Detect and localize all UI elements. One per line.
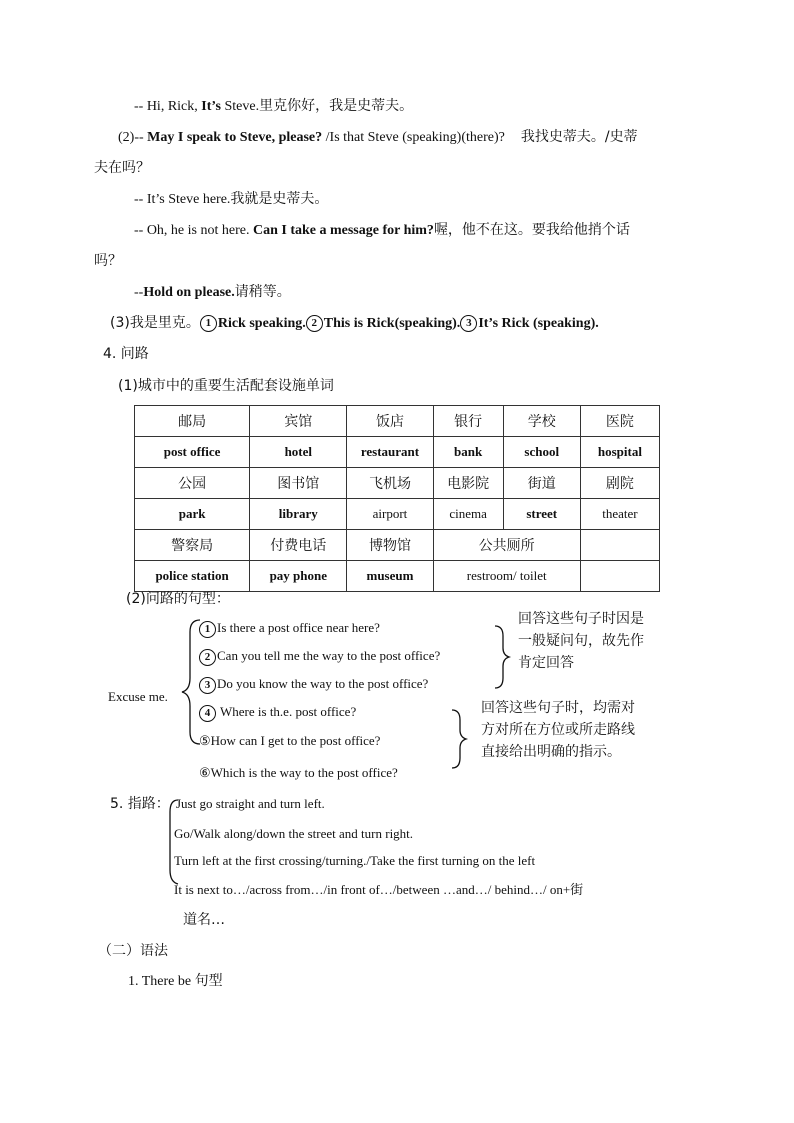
text: /Is that Steve (speaking)(there)? xyxy=(322,130,505,145)
text: Steve. xyxy=(220,99,260,114)
table-cell: 飞机场 xyxy=(347,468,433,499)
text-bold: May I speak to Steve, please? xyxy=(147,130,323,145)
circled-number: 2 xyxy=(306,315,323,332)
direction-line-3: Turn left at the first crossing/turning./Take the first turning on the left xyxy=(174,853,536,868)
table-cell: 医院 xyxy=(580,406,659,437)
text-bold: Rick speaking. xyxy=(217,316,306,331)
text-cn: 我就是史蒂夫。 xyxy=(230,191,329,207)
text: -- Oh, he is not here. xyxy=(134,223,253,238)
text-bold: It’s Rick (speaking). xyxy=(478,316,599,331)
table-cell: school xyxy=(503,437,580,468)
text: Can you tell me the way to the post office? xyxy=(217,648,441,663)
text-cn: 我找史蒂夫。/史蒂 xyxy=(520,129,638,145)
text: -- It’s Steve here. xyxy=(134,192,231,207)
text-cn: 喔，他不在这。要我给他捎个话 xyxy=(433,222,630,238)
section-title-grammar: （二）语法 xyxy=(98,943,168,959)
question-3 xyxy=(199,675,428,694)
table-cell: museum xyxy=(347,561,433,592)
circled-number: 2 xyxy=(199,649,216,666)
table-cell: police station xyxy=(135,561,250,592)
table-cell: 宾馆 xyxy=(250,406,347,437)
table-cell: bank xyxy=(433,437,503,468)
direction-line-2: Go/Walk along/down the street and turn right. xyxy=(174,826,414,841)
note-directions: 回答这些句子时，均需对方对所在方位或所走路线直接给出明确的指示。 xyxy=(481,700,635,760)
table-cell: 付费电话 xyxy=(250,530,347,561)
question-6: ⑥Which is the way to the post office? xyxy=(199,765,398,780)
text-cn: (3)我是里克。 xyxy=(110,315,200,331)
text: Do you know the way to the post office? xyxy=(217,676,429,691)
table-cell: post office xyxy=(135,437,250,468)
table-cell: 街道 xyxy=(503,468,580,499)
direction-line-4: It is next to…/across from…/in front of…/between …and…/ behind…/ on+街 xyxy=(174,882,584,897)
question-4 xyxy=(199,703,356,722)
table-cell: airport xyxy=(347,499,433,530)
circled-number: 3 xyxy=(460,315,477,332)
direction-line-4-cont: 道名… xyxy=(183,912,225,928)
table-cell: street xyxy=(503,499,580,530)
table-cell: 饭店 xyxy=(347,406,433,437)
section-title-give-directions: 5. 指路： xyxy=(110,796,170,812)
table-cell: 公园 xyxy=(135,468,250,499)
text-bold: It’s xyxy=(201,99,221,114)
grammar-item-1: 1. There be 句型 xyxy=(128,974,223,989)
table-cell: 学校 xyxy=(503,406,580,437)
table-cell: 警察局 xyxy=(135,530,250,561)
text: (2)-- xyxy=(118,130,148,145)
subsection-ask-patterns: (2)问路的句型： xyxy=(126,591,230,607)
table-cell: 图书馆 xyxy=(250,468,347,499)
direction-line-1: Just go straight and turn left. xyxy=(176,796,325,811)
table-cell: park xyxy=(135,499,250,530)
table-cell: pay phone xyxy=(250,561,347,592)
question-2 xyxy=(199,647,440,666)
table-cell: restaurant xyxy=(347,437,433,468)
table-cell: hospital xyxy=(580,437,659,468)
note-yes-no: 回答这些句子时因是一般疑问句，故先作肯定回答 xyxy=(518,611,644,671)
table-cell: 邮局 xyxy=(135,406,250,437)
table-cell: theater xyxy=(580,499,659,530)
dialogue-line-4-cont: 吗？ xyxy=(94,253,122,269)
table-cell: library xyxy=(250,499,347,530)
question-1 xyxy=(199,619,380,638)
text: Where is th.e. post office? xyxy=(217,704,357,719)
subsection-facilities: (1)城市中的重要生活配套设施单词 xyxy=(118,378,334,394)
table-cell: 博物馆 xyxy=(347,530,433,561)
text: Is there a post office near here? xyxy=(217,620,380,635)
circled-number: 1 xyxy=(199,621,216,638)
section-title-ask-way: 4. 问路 xyxy=(103,346,149,362)
table-cell: 电影院 xyxy=(433,468,503,499)
text-cn: 里克你好，我是史蒂夫。 xyxy=(259,98,414,114)
table-cell: 剧院 xyxy=(580,468,659,499)
text: -- xyxy=(134,285,144,300)
text: -- Hi, Rick, xyxy=(134,99,202,114)
circled-number: 3 xyxy=(199,677,216,694)
circled-number: 1 xyxy=(200,315,217,332)
text-bold: Hold on please. xyxy=(143,285,235,300)
excuse-me-label: Excuse me. xyxy=(108,689,168,704)
dialogue-line-2-cont: 夫在吗？ xyxy=(94,160,150,176)
table-cell: 公共厕所 xyxy=(433,530,580,561)
table-cell: hotel xyxy=(250,437,347,468)
table-cell: restroom/ toilet xyxy=(433,561,580,592)
question-5: ⑤How can I get to the post office? xyxy=(199,733,381,748)
text-cn: 请稍等。 xyxy=(234,284,291,300)
table-cell: cinema xyxy=(433,499,503,530)
circled-number: 4 xyxy=(199,705,216,722)
text-bold: Can I take a message for him? xyxy=(252,223,434,238)
text-bold: This is Rick(speaking). xyxy=(323,316,461,331)
table-cell: 银行 xyxy=(433,406,503,437)
